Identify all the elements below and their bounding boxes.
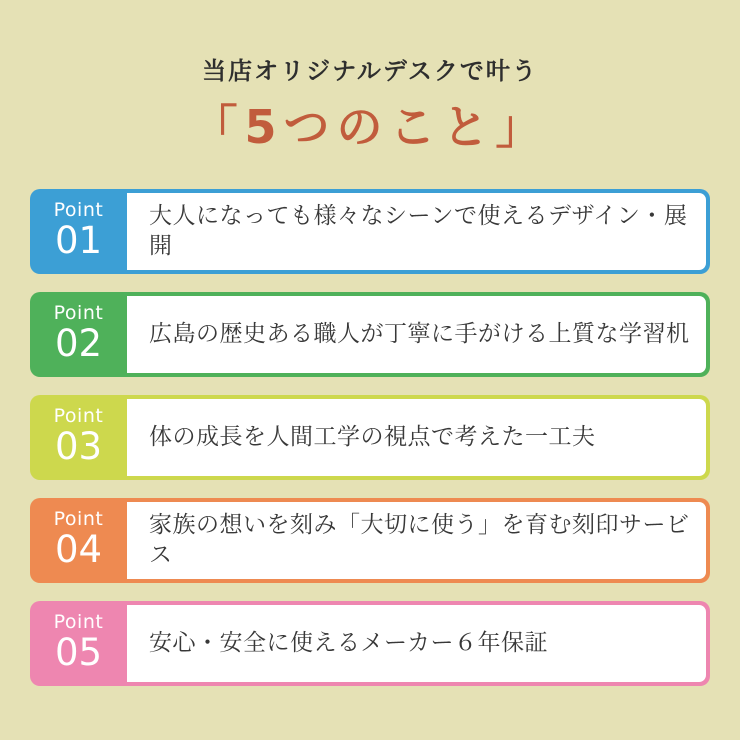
points-list <box>30 189 710 686</box>
point-label-03 <box>30 399 127 476</box>
banner-header <box>0 56 740 155</box>
point-label-04 <box>30 502 127 579</box>
point-word: Point <box>53 199 104 222</box>
point-number: 03 <box>54 425 103 469</box>
banner-title: 「5つのこと」 <box>191 100 549 154</box>
point-description: 大人になっても様々なシーンで使えるデザイン・展開 <box>149 202 688 259</box>
point-row-05 <box>30 601 710 686</box>
banner-subtitle: 当店オリジナルデスクで叶う <box>202 57 538 85</box>
point-label-01 <box>30 193 127 270</box>
point-body-05 <box>127 605 706 682</box>
point-description: 体の成長を人間工学の視点で考えた一工夫 <box>149 423 596 450</box>
point-word: Point <box>53 611 104 634</box>
point-body-02 <box>127 296 706 373</box>
point-body-04 <box>127 502 706 579</box>
point-row-03 <box>30 395 710 480</box>
point-row-01 <box>30 189 710 274</box>
point-label-05 <box>30 605 127 682</box>
point-word: Point <box>53 405 104 428</box>
point-row-02 <box>30 292 710 377</box>
point-word: Point <box>53 508 104 531</box>
point-row-04 <box>30 498 710 583</box>
point-description: 広島の歴史ある職人が丁寧に手がける上質な学習机 <box>149 320 690 347</box>
point-number: 02 <box>54 322 103 366</box>
point-number: 01 <box>54 219 103 263</box>
point-number: 04 <box>54 528 103 572</box>
point-description: 安心・安全に使えるメーカー６年保証 <box>149 629 549 656</box>
point-body-01 <box>127 193 706 270</box>
point-number: 05 <box>54 631 103 675</box>
point-label-02 <box>30 296 127 373</box>
point-body-03 <box>127 399 706 476</box>
point-word: Point <box>53 302 104 325</box>
point-description: 家族の想いを刻み「大切に使う」を育む刻印サービス <box>149 511 690 568</box>
